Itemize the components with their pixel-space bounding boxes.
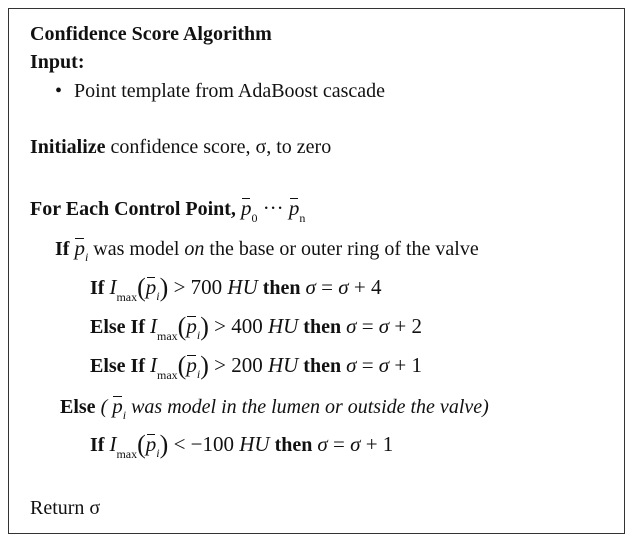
rule-threshold: 200 [231, 353, 263, 377]
else-keyword: Else [60, 396, 96, 418]
point-pi: $p_i$ [112, 394, 127, 422]
rule-condition: $I_{max}(p_i) > 200$ HU [150, 351, 299, 382]
rule-unit: HU [267, 314, 299, 338]
if-pre-text: was model [88, 238, 185, 260]
rule-threshold: −100 [190, 432, 234, 456]
rule-action: σ = σ + 1 [317, 432, 394, 456]
input-list-item [55, 79, 385, 103]
if-on-valve-line [55, 236, 479, 263]
bullet-icon: • [55, 80, 63, 102]
rule-threshold: 700 [190, 275, 223, 299]
initialize-keyword: Initialize [30, 136, 106, 158]
control-point-range: $p_0$ ··· $p_n$ [240, 196, 306, 225]
if-post-text: the base or outer ring of the valve [204, 238, 479, 260]
for-each-line [30, 196, 305, 223]
return-line: Return σ [30, 497, 101, 519]
then-keyword: then [303, 316, 342, 338]
initialize-line [30, 135, 331, 159]
rule-increment: 1 [411, 353, 422, 377]
if-keyword: If [55, 238, 70, 260]
rule-line-2 [90, 313, 422, 341]
rule-condition: $I_{max}(p_i) < -100$ HU [109, 430, 270, 461]
rule-keyword: If [90, 277, 105, 299]
for-each-keyword: For Each Control Point, [30, 198, 236, 220]
then-keyword: then [303, 355, 342, 377]
rule-unit: HU [227, 275, 258, 299]
rule-action: σ = σ + 2 [346, 314, 422, 338]
then-keyword: then [274, 434, 313, 456]
rule-keyword: Else If [90, 355, 145, 377]
rule-condition: $I_{max}(p_i) > 700$ HU [109, 273, 258, 304]
rule-action: σ = σ + 4 [305, 275, 382, 299]
rule-keyword: Else If [90, 316, 145, 338]
algorithm-title: Confidence Score Algorithm [30, 23, 272, 45]
rule-increment: 2 [411, 314, 422, 338]
input-item-text: Point template from AdaBoost cascade [74, 80, 386, 102]
initialize-text: confidence score, σ, to zero [105, 136, 332, 158]
input-label: Input: [30, 51, 85, 73]
rule-action: σ = σ + 1 [346, 353, 422, 377]
point-pi: $p_i$ [74, 236, 89, 264]
rule-unit: HU [239, 432, 270, 456]
rule-increment: 4 [370, 275, 382, 299]
rule-line-3 [90, 352, 422, 380]
else-line: Else ( $p_i$ was model in the lumen or outside the valve) [60, 394, 489, 422]
rule-unit: HU [267, 353, 299, 377]
else-rule-line [90, 431, 393, 459]
else-text: was model in the lumen or outside the valve) [126, 396, 489, 418]
rule-condition: $I_{max}(p_i) > 400$ HU [150, 312, 299, 343]
rule-threshold: 400 [231, 314, 263, 338]
if-on-text: on [184, 238, 205, 260]
rule-keyword: If [90, 434, 105, 456]
rule-increment: 1 [382, 432, 394, 456]
then-keyword: then [262, 277, 301, 299]
rule-line-1 [90, 274, 381, 302]
